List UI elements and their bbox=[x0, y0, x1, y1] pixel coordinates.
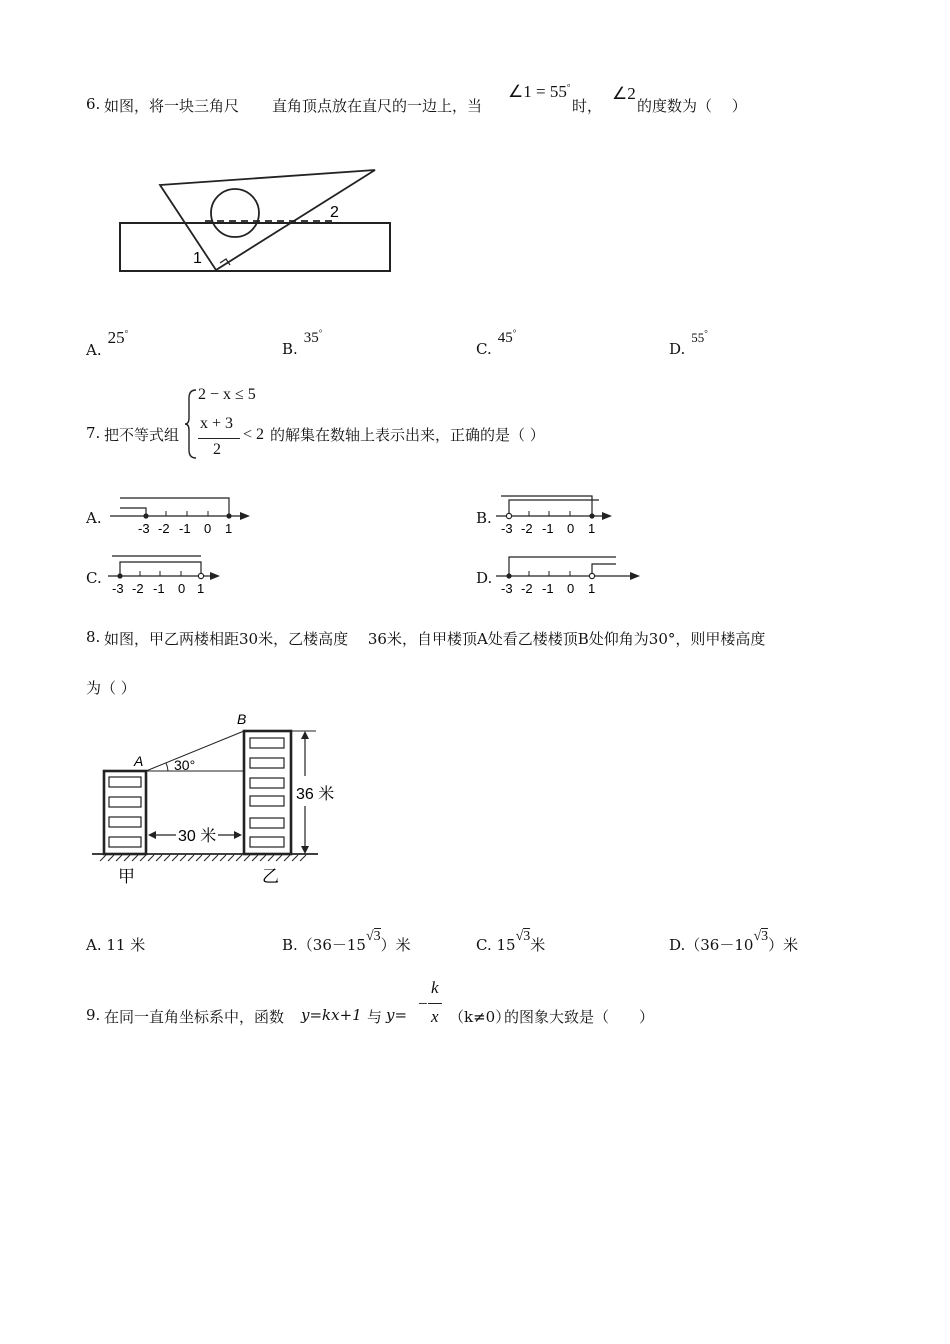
svg-text:0: 0 bbox=[567, 521, 575, 536]
q9-frac-bar bbox=[428, 1003, 442, 1004]
q6-number: 6. bbox=[86, 95, 101, 113]
svg-text:0: 0 bbox=[178, 581, 186, 596]
svg-text:-1: -1 bbox=[542, 521, 554, 536]
q9-function-2-lhs: y= bbox=[386, 1006, 408, 1024]
q6-text-b: 直角顶点放在直尺的一边上，当 bbox=[272, 97, 483, 115]
q9-text-a: 在同一直角坐标系中，函数 bbox=[104, 1008, 285, 1026]
q7-option-c-letter[interactable]: C. bbox=[86, 569, 102, 587]
q6-option-b[interactable]: B.35° bbox=[282, 328, 323, 358]
svg-text:36 米: 36 米 bbox=[296, 786, 335, 803]
q6-text-d: 的度数为（ ） bbox=[637, 97, 747, 115]
q8-option-c[interactable]: C. 15√3米 bbox=[476, 929, 546, 954]
svg-text:-1: -1 bbox=[153, 581, 165, 596]
q8-figure bbox=[90, 708, 350, 888]
svg-text:-3: -3 bbox=[138, 521, 150, 536]
svg-text:1: 1 bbox=[588, 521, 596, 536]
building-yi bbox=[244, 731, 291, 854]
svg-text:-2: -2 bbox=[521, 581, 533, 596]
q8-option-b[interactable]: B.（36－15√3）米 bbox=[282, 929, 411, 954]
svg-text:0: 0 bbox=[567, 581, 575, 596]
q7-option-b-letter[interactable]: B. bbox=[476, 509, 492, 527]
svg-text:1: 1 bbox=[225, 521, 233, 536]
q7-fraction-denominator: 2 bbox=[213, 441, 221, 458]
svg-text:30 米: 30 米 bbox=[178, 828, 217, 845]
q9-text-b: 与 bbox=[367, 1008, 383, 1026]
q9-minus: − bbox=[418, 994, 428, 1013]
q9-text-c: 的图象大致是（ ） bbox=[504, 1008, 655, 1026]
svg-text:-3: -3 bbox=[112, 581, 124, 596]
q6-text-a: 如图，将一块三角尺 bbox=[104, 97, 240, 115]
q8-number: 8. bbox=[86, 628, 101, 646]
q8-option-a[interactable]: A. 11 米 bbox=[86, 936, 146, 954]
svg-text:乙: 乙 bbox=[262, 867, 279, 886]
q6-angle-2: ∠2 bbox=[612, 84, 636, 103]
svg-text:-2: -2 bbox=[132, 581, 144, 596]
svg-text:A: A bbox=[134, 753, 144, 769]
svg-text:30°: 30° bbox=[174, 757, 196, 773]
q7-option-a-letter[interactable]: A. bbox=[86, 509, 102, 527]
ruler bbox=[120, 223, 390, 271]
q6-option-a[interactable]: A.25° bbox=[86, 328, 129, 359]
svg-text:-2: -2 bbox=[521, 521, 533, 536]
q7-fraction-bar bbox=[198, 438, 240, 439]
q9-function-1: y=kx+1 bbox=[301, 1006, 362, 1024]
label-2: 2 bbox=[330, 204, 339, 221]
q6-option-c[interactable]: C.45° bbox=[476, 328, 517, 358]
svg-text:-1: -1 bbox=[542, 581, 554, 596]
q7-inequality-1: 2 − x ≤ 5 bbox=[198, 386, 256, 403]
building-jia bbox=[104, 771, 146, 854]
svg-text:-3: -3 bbox=[501, 521, 513, 536]
svg-text:0: 0 bbox=[204, 521, 212, 536]
q7-option-a-number-line[interactable] bbox=[110, 492, 255, 537]
svg-text:甲: 甲 bbox=[118, 867, 135, 886]
triangle-hole bbox=[211, 189, 259, 237]
q8-option-d[interactable]: D.（36－10√3）米 bbox=[669, 929, 799, 954]
q6-condition: ∠1 = 55° bbox=[508, 82, 571, 101]
q7-text-a: 把不等式组 bbox=[104, 426, 180, 444]
q9-number: 9. bbox=[86, 1006, 101, 1024]
q9-condition: （k≠0） bbox=[449, 1008, 511, 1026]
q7-fraction-numerator: x + 3 bbox=[200, 415, 234, 432]
q6-option-d[interactable]: D.55° bbox=[669, 328, 708, 358]
svg-text:-3: -3 bbox=[501, 581, 513, 596]
q6-text-c: 时， bbox=[572, 97, 603, 115]
label-1: 1 bbox=[193, 250, 202, 267]
q8-text-line1: 如图，甲乙两楼相距30米，乙楼高度 36米，自甲楼顶A处看乙楼楼顶B处仰角为30°，则甲楼高度 bbox=[104, 630, 766, 648]
q7-text-b: 的解集在数轴上表示出来，正确的是（ ） bbox=[270, 426, 545, 444]
q7-option-c-number-line[interactable] bbox=[108, 552, 228, 597]
svg-text:-1: -1 bbox=[179, 521, 191, 536]
q7-option-d-number-line[interactable] bbox=[496, 552, 646, 597]
svg-text:1: 1 bbox=[197, 581, 205, 596]
q9-frac-numerator: k bbox=[431, 978, 439, 997]
q7-option-b-number-line[interactable] bbox=[496, 492, 621, 537]
svg-text:1: 1 bbox=[588, 581, 596, 596]
q7-option-d-letter[interactable]: D. bbox=[476, 569, 493, 587]
q7-system-brace bbox=[184, 388, 198, 460]
q6-figure bbox=[110, 165, 400, 280]
q9-frac-denominator: x bbox=[431, 1007, 439, 1026]
q7-number: 7. bbox=[86, 424, 101, 442]
svg-text:-2: -2 bbox=[158, 521, 170, 536]
svg-text:B: B bbox=[237, 711, 247, 727]
q7-less-than: < 2 bbox=[243, 426, 265, 443]
q8-text-line2: 为（ ） bbox=[86, 679, 136, 697]
